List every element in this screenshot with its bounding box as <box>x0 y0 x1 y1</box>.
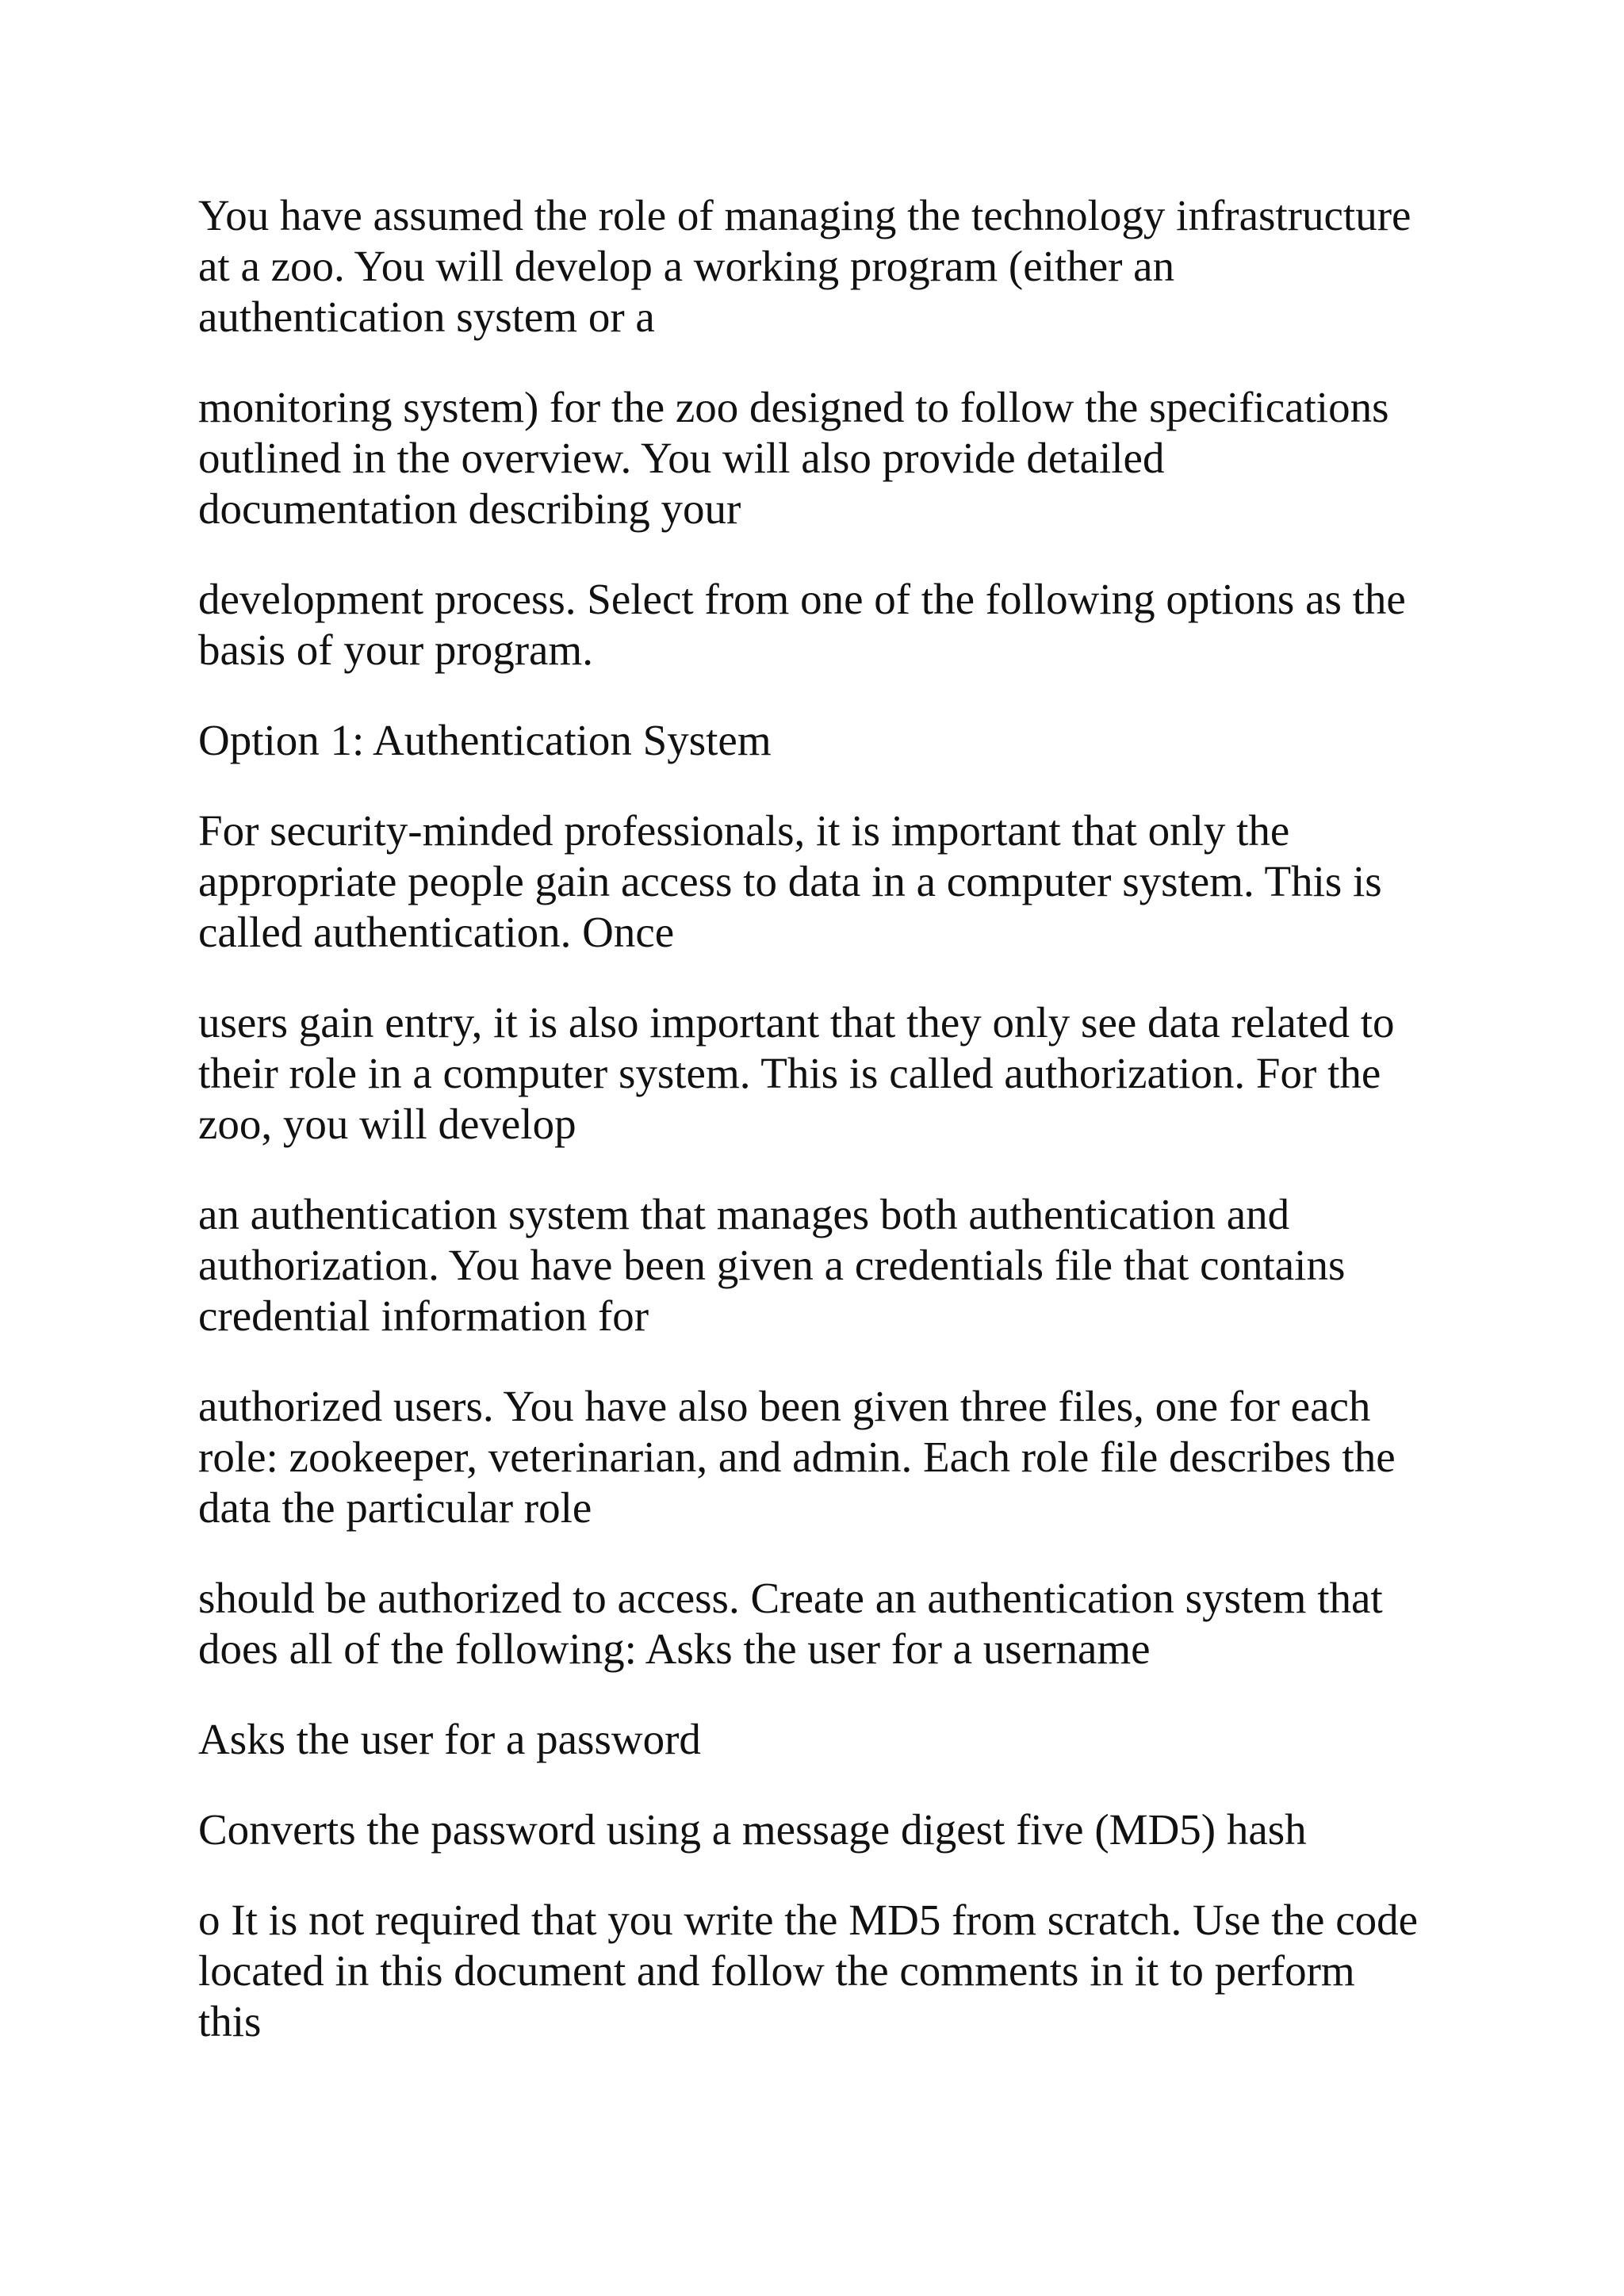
text-line: credential information for <box>198 1292 649 1340</box>
paragraph-security <box>198 806 1497 958</box>
paragraph-authorization <box>198 997 1497 1150</box>
text-line: outlined in the overview. You will also provide detailed <box>198 434 1165 482</box>
text-line: zoo, you will develop <box>198 1100 576 1148</box>
text-line: authorized users. You have also been given three files, one for each <box>198 1382 1371 1430</box>
paragraph-md5-note <box>198 1895 1497 2047</box>
text-line: monitoring system) for the zoo designed to follow the specifications <box>198 383 1389 431</box>
text-line: development process. Select from one of the following options as the <box>198 575 1406 623</box>
text-line: does all of the following: Asks the user for a username <box>198 1624 1151 1673</box>
text-line: an authentication system that manages both authentication and <box>198 1190 1290 1238</box>
text-line: role: zookeeper, veterinarian, and admin. Each role file describes the <box>198 1433 1396 1481</box>
text-line: at a zoo. You will develop a working program (either an <box>198 242 1175 290</box>
text-line: You have assumed the role of managing the technology infrastructure <box>198 191 1411 239</box>
paragraph-development <box>198 574 1497 675</box>
text-line: basis of your program. <box>198 626 593 674</box>
paragraph-intro <box>198 190 1497 342</box>
paragraph-requirements <box>198 1573 1497 1674</box>
paragraph-auth-system <box>198 1189 1497 1341</box>
text-line: called authentication. Once <box>198 908 675 956</box>
paragraph-monitoring <box>198 382 1497 534</box>
paragraph-password <box>198 1714 1497 1765</box>
text-line: users gain entry, it is also important that they only see data related to <box>198 998 1395 1047</box>
text-line: data the particular role <box>198 1483 592 1532</box>
text-line: For security-minded professionals, it is important that only the <box>198 806 1290 855</box>
option-heading: Option 1: Authentication System <box>198 716 772 764</box>
text-line: should be authorized to access. Create an authentication system that <box>198 1574 1383 1622</box>
text-line: authorization. You have been given a credentials file that contains <box>198 1241 1346 1289</box>
text-line: documentation describing your <box>198 484 741 533</box>
paragraph-md5 <box>198 1804 1497 1855</box>
text-line: Converts the password using a message digest five (MD5) hash <box>198 1805 1307 1854</box>
text-line: Asks the user for a password <box>198 1715 701 1763</box>
text-line: located in this document and follow the comments in it to perform <box>198 1946 1355 1995</box>
text-line: their role in a computer system. This is called authorization. For the <box>198 1049 1381 1097</box>
text-line: appropriate people gain access to data in a computer system. This is <box>198 857 1382 905</box>
text-line: this <box>198 1997 262 2045</box>
text-line: o It is not required that you write the MD5 from scratch. Use the code <box>198 1896 1419 1944</box>
paragraph-roles <box>198 1381 1497 1533</box>
text-line: authentication system or a <box>198 293 655 341</box>
paragraph-option-heading <box>198 715 1497 766</box>
